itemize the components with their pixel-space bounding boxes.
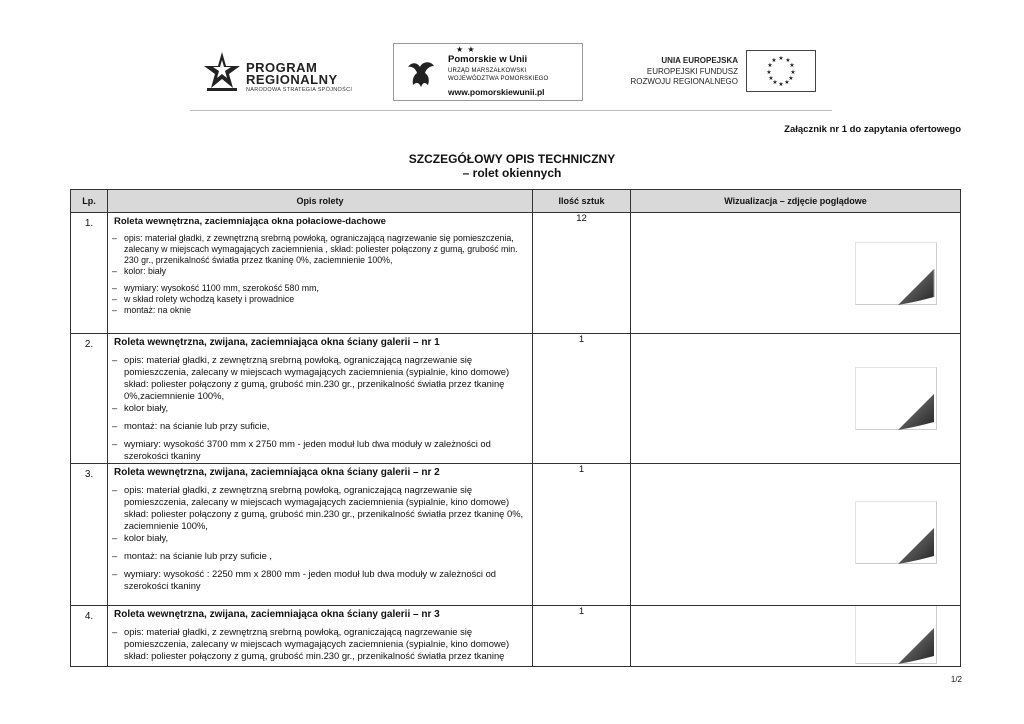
dash-icon: – bbox=[112, 626, 118, 637]
row-lp: 1. bbox=[71, 213, 108, 334]
page-subtitle: – rolet okiennych bbox=[462, 166, 562, 180]
ue-line1: UNIA EUROPEJSKA bbox=[661, 56, 738, 65]
page-number: 1/2 bbox=[950, 675, 962, 684]
pomorskie-line2: URZĄD MARSZAŁKOWSKI bbox=[448, 68, 527, 74]
pomorskie-url: www.pomorskiewunii.pl bbox=[448, 87, 545, 97]
list-item bbox=[114, 283, 526, 294]
dash-icon: – bbox=[112, 305, 117, 315]
roller-blind-thumbnail bbox=[855, 606, 937, 664]
header-wizualizacja: Wizualizacja – zdjęcie poglądowe bbox=[631, 190, 961, 213]
header-opis: Opis rolety bbox=[108, 190, 533, 213]
dash-icon: – bbox=[112, 484, 118, 495]
star-emblem-icon bbox=[204, 52, 240, 96]
table-row bbox=[71, 464, 961, 606]
row-lp: 3. bbox=[71, 464, 108, 606]
row-qty: 1 bbox=[533, 334, 631, 464]
row-desc-clip bbox=[114, 609, 526, 666]
item-text: opis: materiał gładki, z zewnętrzną srebrną powłoką, ograniczającą nagrzewanie się pomieszczenia, zalecany w miejscach wymagających zaciemnienia (sypialnie, kino domowe) skład: poliester połączony z gumą, grubość min.230 gr., przenikalność światła przez tkaninę 0%,zaciemnienie 100%, bbox=[124, 354, 510, 401]
svg-text:★: ★ bbox=[766, 69, 772, 76]
dash-icon: – bbox=[112, 438, 118, 449]
svg-text:★: ★ bbox=[788, 75, 794, 82]
list-item bbox=[114, 568, 526, 592]
item-text: opis: materiał gładki, z zewnętrzną srebrną powłoką, ograniczającą nagrzewanie się pomieszczenia, zalecany w miejscach wymagających zaciemnienia (sypialnie, kino domowe) skład: poliester połączony z gumą, grubość min.230 gr., przenikalność światła przez tkaninę 0%, zaciemnienie 100%, bbox=[124, 484, 524, 531]
item-text: montaż: na ścianie lub przy suficie, bbox=[124, 420, 270, 431]
item-text: kolor biały, bbox=[124, 402, 169, 413]
blind-curl-icon bbox=[896, 267, 936, 307]
row-desc bbox=[108, 464, 533, 606]
annex-label: Załącznik nr 1 do zapytania ofertowego bbox=[784, 124, 961, 135]
header-lp: Lp. bbox=[71, 190, 108, 213]
item-text: opis: materiał gładki, z zewnętrzną srebrną powłoką, ograniczającą nagrzewanie się pomieszczenia, zalecany w miejscach wymagających zaciemnienia (sypialnie, kino domowe) skład: poliester połączony z gumą, grubość min.230 gr., przenikalność światła przez tkaninę bbox=[124, 626, 510, 661]
dash-icon: – bbox=[112, 354, 118, 365]
item-text: wymiary: wysokość 3700 mm x 2750 mm - jeden moduł lub dwa moduły w zależności od szerokości tkaniny bbox=[124, 438, 491, 461]
list-item bbox=[114, 233, 526, 266]
program-line1: PROGRAM bbox=[246, 60, 318, 75]
program-line3: NARODOWA STRATEGIA SPÓJNOŚCI bbox=[246, 87, 353, 93]
list-item bbox=[114, 354, 526, 402]
page-title: SZCZEGÓŁOWY OPIS TECHNICZNY bbox=[408, 152, 616, 166]
roller-blind-thumbnail bbox=[855, 242, 937, 305]
header-ilosc: Ilość sztuk bbox=[533, 190, 631, 213]
list-item bbox=[114, 550, 526, 562]
row-qty: 1 bbox=[533, 606, 631, 667]
ue-line3: ROZWOJU REGIONALNEGO bbox=[630, 77, 738, 86]
row-desc bbox=[108, 213, 533, 334]
svg-text:★: ★ bbox=[785, 57, 791, 64]
table-row bbox=[71, 606, 961, 667]
eu-flag-icon bbox=[746, 50, 816, 92]
svg-text:★: ★ bbox=[789, 62, 795, 69]
svg-text:★: ★ bbox=[778, 81, 784, 88]
row-image-cell bbox=[631, 464, 961, 606]
program-regionalny-logo bbox=[204, 52, 374, 98]
item-text: wymiary: wysokość : 2250 mm x 2800 mm - jeden moduł lub dwa moduły w zależności od szerokości tkaniny bbox=[124, 568, 497, 591]
list-item bbox=[114, 420, 526, 432]
item-text: kolor biały, bbox=[124, 532, 169, 543]
dash-icon: – bbox=[112, 266, 117, 276]
row-title: Roleta wewnętrzna, zwijana, zaciemniająca okna ściany galerii – nr 1 bbox=[114, 337, 440, 348]
row-title: Roleta wewnętrzna, zwijana, zaciemniająca okna ściany galerii – nr 2 bbox=[114, 467, 440, 478]
list-item bbox=[114, 438, 526, 462]
dash-icon: – bbox=[112, 294, 117, 304]
program-line2: REGIONALNY bbox=[246, 72, 338, 87]
list-item bbox=[114, 305, 526, 316]
table-header-row bbox=[71, 190, 961, 213]
row-image-cell bbox=[631, 213, 961, 334]
list-item bbox=[114, 532, 526, 544]
table-row bbox=[71, 213, 961, 334]
list-item bbox=[114, 484, 526, 532]
row-image-cell bbox=[631, 334, 961, 464]
dash-icon: – bbox=[112, 283, 117, 293]
dash-icon: – bbox=[112, 532, 118, 543]
dash-icon: – bbox=[112, 550, 118, 561]
item-text: montaż: na oknie bbox=[124, 305, 191, 315]
row-title: Roleta wewnętrzna, zwijana, zaciemniająca okna ściany galerii – nr 3 bbox=[114, 609, 440, 620]
svg-text:★: ★ bbox=[784, 79, 790, 86]
item-text: opis: materiał gładki, z zewnętrzną srebrną powłoką, ograniczającą nagrzewanie się pomieszczenia, zalecany w miejscach wymagających zaciemnienia , skład: poliester połączony z gumą, grubość min. 230 gr., przenikalność światła przez tkaninę 0%, zaciemnienie 100%, bbox=[124, 233, 518, 265]
roller-blind-thumbnail bbox=[855, 501, 937, 564]
row-lp: 4. bbox=[71, 606, 108, 667]
header-logos bbox=[0, 38, 1024, 108]
ue-line2: EUROPEJSKI FUNDUSZ bbox=[646, 66, 738, 76]
row-qty: 12 bbox=[533, 213, 631, 334]
item-text: kolor: biały bbox=[124, 266, 167, 276]
svg-text:★: ★ bbox=[771, 57, 777, 64]
pomorskie-line1: Pomorskie w Unii bbox=[448, 54, 528, 65]
row-desc bbox=[108, 606, 533, 667]
ue-text bbox=[630, 56, 738, 88]
roller-blind-thumbnail bbox=[855, 367, 937, 430]
item-text: montaż: na ścianie lub przy suficie , bbox=[124, 550, 272, 561]
blind-curl-icon bbox=[896, 626, 936, 666]
blind-curl-icon bbox=[896, 392, 936, 432]
spec-table bbox=[70, 189, 961, 667]
item-text: wymiary: wysokość 1100 mm, szerokość 580 mm, bbox=[124, 283, 319, 293]
svg-text:★: ★ bbox=[772, 79, 778, 86]
list-item bbox=[114, 294, 526, 305]
list-item bbox=[114, 626, 526, 662]
item-text: w skład rolety wchodzą kasety i prowadnice bbox=[124, 294, 295, 304]
row-qty: 1 bbox=[533, 464, 631, 606]
svg-text:★: ★ bbox=[768, 75, 774, 82]
row-image-cell bbox=[631, 606, 961, 667]
blind-curl-icon bbox=[896, 526, 936, 566]
header-divider bbox=[190, 110, 832, 111]
table-row bbox=[71, 334, 961, 464]
list-item bbox=[114, 266, 526, 277]
row-desc bbox=[108, 334, 533, 464]
svg-text:★: ★ bbox=[790, 69, 796, 76]
dash-icon: – bbox=[112, 568, 118, 579]
dash-icon: – bbox=[112, 233, 117, 243]
svg-text:★: ★ bbox=[767, 62, 773, 69]
pomorskie-logo bbox=[393, 43, 583, 101]
svg-text:★: ★ bbox=[778, 55, 784, 62]
eu-stars-icon bbox=[747, 51, 815, 91]
row-lp: 2. bbox=[71, 334, 108, 464]
dash-icon: – bbox=[112, 420, 118, 431]
list-item bbox=[114, 402, 526, 414]
griffin-icon bbox=[404, 57, 438, 91]
stars-icon: ★ ★ bbox=[456, 45, 476, 54]
pomorskie-line3: WOJEWÓDZTWA POMORSKIEGO bbox=[448, 76, 549, 82]
row-title: Roleta wewnętrzna, zaciemniająca okna połaciowe-dachowe bbox=[114, 216, 386, 227]
dash-icon: – bbox=[112, 402, 118, 413]
